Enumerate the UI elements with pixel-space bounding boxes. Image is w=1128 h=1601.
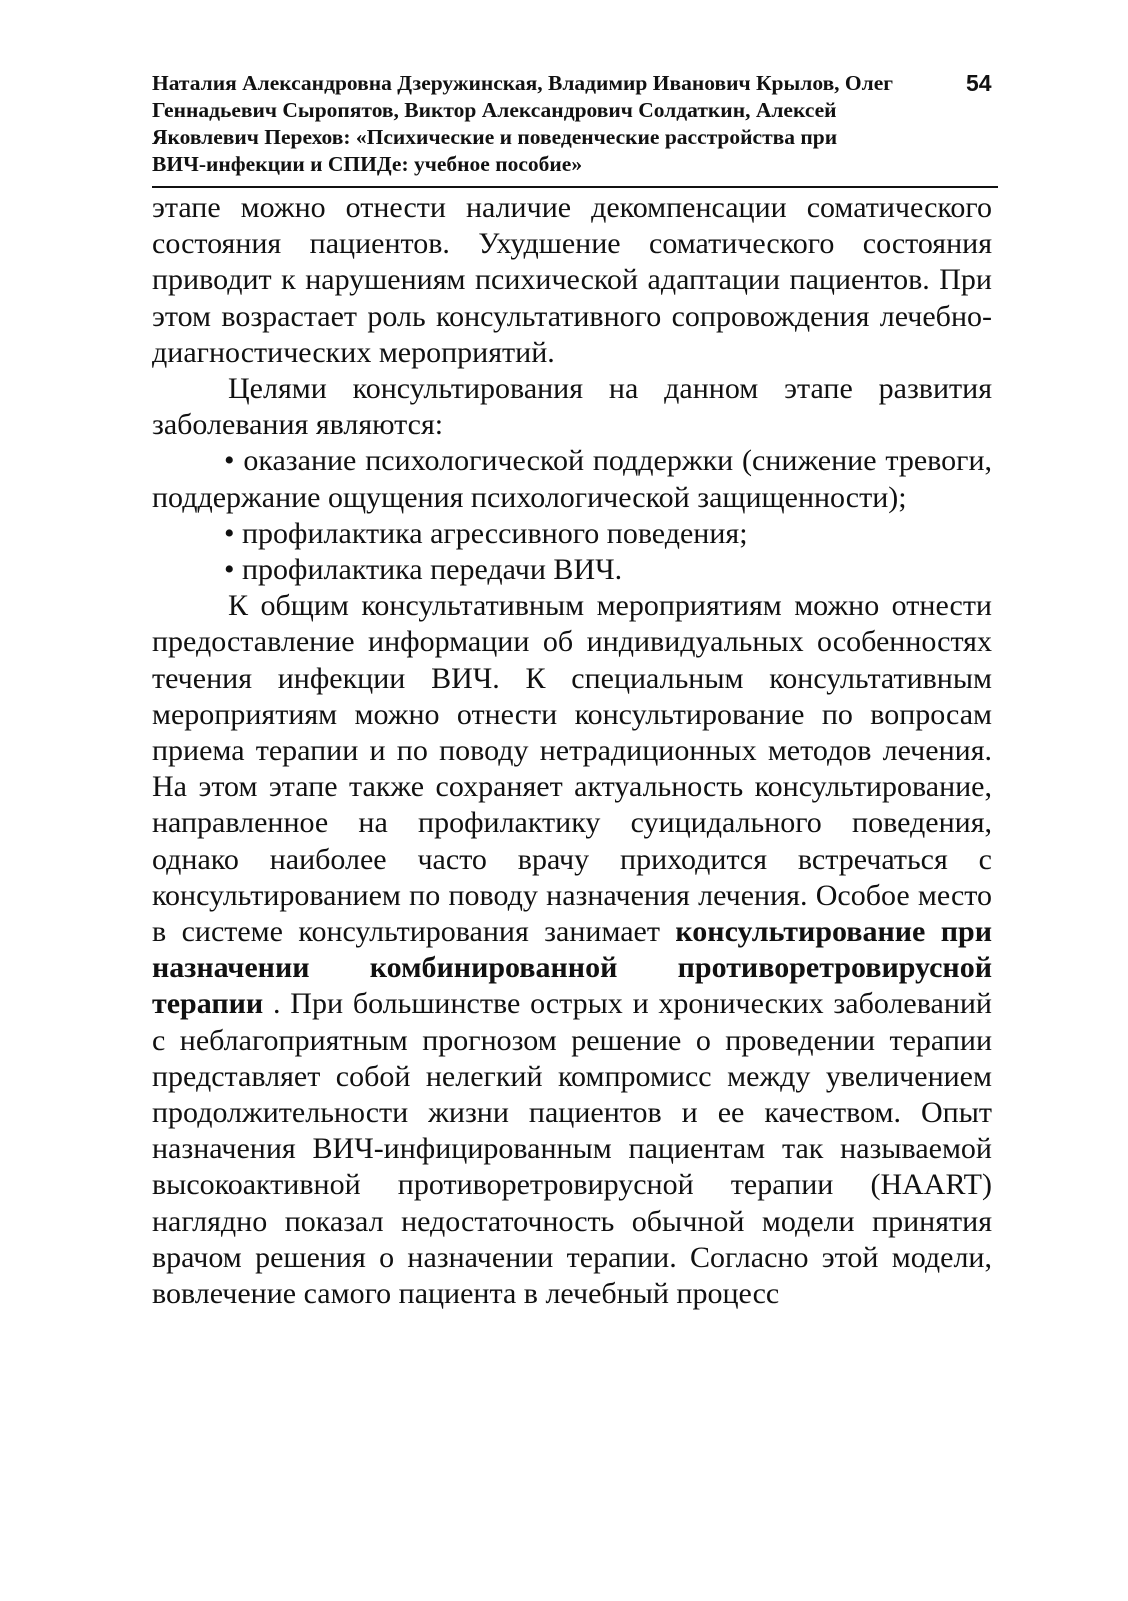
header-line: Яковлевич Перехов: «Психические и поведенческие расстройства при [152,125,838,149]
bullet-item: • оказание психологической поддержки (снижение тревоги, поддержание ощущения психологической защищенности); [152,444,992,514]
running-header [152,70,992,178]
paragraph: этапе можно отнести наличие декомпенсации соматического состояния пациентов. Ухудшение соматического состояния приводит к нарушениям психической адаптации пациентов. При этом возрастает роль консультативного сопровождения лечебно-диагностических мероприятий. [152,191,992,369]
paragraph [152,588,992,1312]
bullet-item: • профилактика передачи ВИЧ. [224,553,623,587]
paragraph-text: . При большинстве острых и хронических заболеваний с неблагоприятным прогнозом решение о проведении терапии представляет собой нелегкий компромисс между увеличением продолжительности жизни пациентов и ее качеством. Опыт назначения ВИЧ-инфицированным пациентам так называемой высокоактивной противоретровирусной терапии (HAART) наглядно показал недостаточность обычной модели принятия врачом решения о назначении терапии. Согласно этой модели, вовлечение самого пациента в лечебный процесс [152,987,992,1311]
paragraph: Целями консультирования на данном этапе развития заболевания являются: [152,372,992,442]
bullet-item: • профилактика агрессивного поведения; [224,516,748,550]
header-rule [152,186,998,188]
header-line: Наталия Александровна Дзеружинская, Владимир Иванович Крылов, Олег [152,71,894,95]
paragraph-text: К общим консультативным мероприятиям можно отнести предоставление информации об индивидуальных особенностях течения инфекции ВИЧ. К специальным консультативным мероприятиям можно отнести консультирование по вопросам приема терапии и по поводу нетрадиционных методов лечения. На этом этапе также сохраняет актуальность консультирование, направленное на профилактику суицидального поведения, однако наиболее часто врачу приходится встречаться с консультированием по поводу назначения лечения. Особое место в системе консультирования занимает [152,589,992,949]
header-line: ВИЧ-инфекции и СПИДе: учебное пособие» [152,152,583,176]
body-text [152,190,992,1312]
header-line: Геннадьевич Сыропятов, Виктор Александрович Солдаткин, Алексей [152,98,837,122]
bold-term: консультирование при назначении комбинированной противоретровирусной терапии [152,915,993,1021]
page-number: 54 [966,70,992,96]
